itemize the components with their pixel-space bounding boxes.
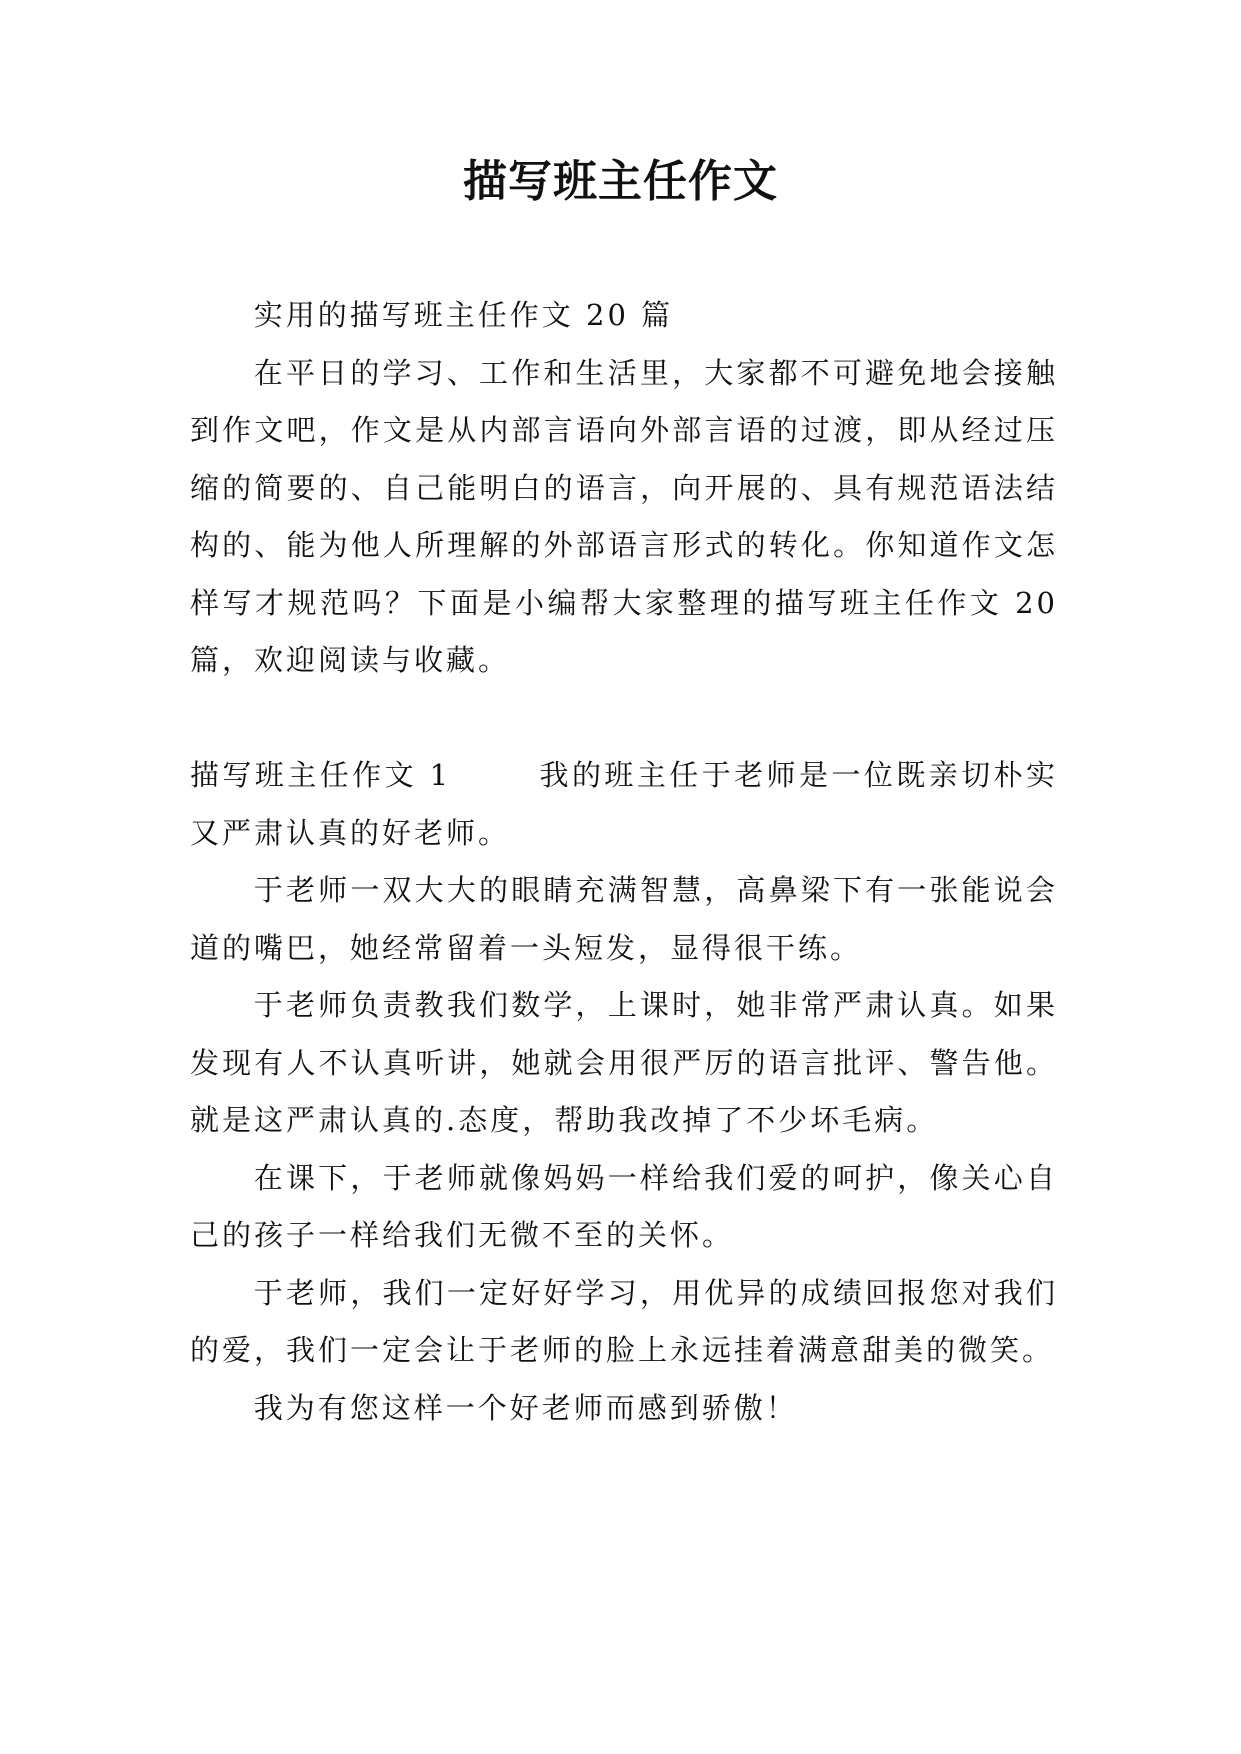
section-1-first-paragraph: 我的班主任于老师是一位既亲切朴实又严肃认真的好老师。 [190, 758, 1058, 850]
subtitle-paragraph: 实用的描写班主任作文 20 篇 [253, 298, 674, 332]
paragraph-spacer [190, 690, 1058, 748]
document-title: 描写班主任作文 [463, 156, 778, 207]
section-1-paragraph: 于老师，我们一定好好学习，用优异的成绩回报您对我们的爱，我们一定会让于老师的脸上永远挂着满意甜美的微笑。 [190, 1275, 1058, 1367]
document-body [190, 287, 1058, 1437]
section-1-paragraph: 我为有您这样一个好老师而感到骄傲！ [253, 1390, 798, 1425]
intro-paragraph: 在平日的学习、工作和生活里，大家都不可避免地会接触到作文吧，作文是从内部言语向外部言语的过渡，即从经过压缩的简要的、自己能明白的语言，向开展的、具有规范语法结构的、能为他人所理解的外部语言形式的转化。你知道作文怎样写才规范吗？下面是小编帮大家整理的描写班主任作文 20 篇，欢迎阅读与收藏。 [190, 355, 1058, 677]
section-1-paragraph: 于老师一双大大的眼睛充满智慧，高鼻梁下有一张能说会道的嘴巴，她经常留着一头短发，显得很干练。 [190, 873, 1058, 965]
section-1-paragraph: 于老师负责教我们数学，上课时，她非常严肃认真。如果发现有人不认真听讲，她就会用很严厉的语言批评、警告他。就是这严肃认真的.态度，帮助我改掉了不少坏毛病。 [190, 988, 1058, 1137]
section-1-heading: 描写班主任作文 1 [190, 758, 452, 792]
section-1-opening-paragraph [190, 747, 1058, 862]
section-1-paragraph: 在课下，于老师就像妈妈一样给我们爱的呵护，像关心自己的孩子一样给我们无微不至的关怀。 [190, 1160, 1058, 1252]
